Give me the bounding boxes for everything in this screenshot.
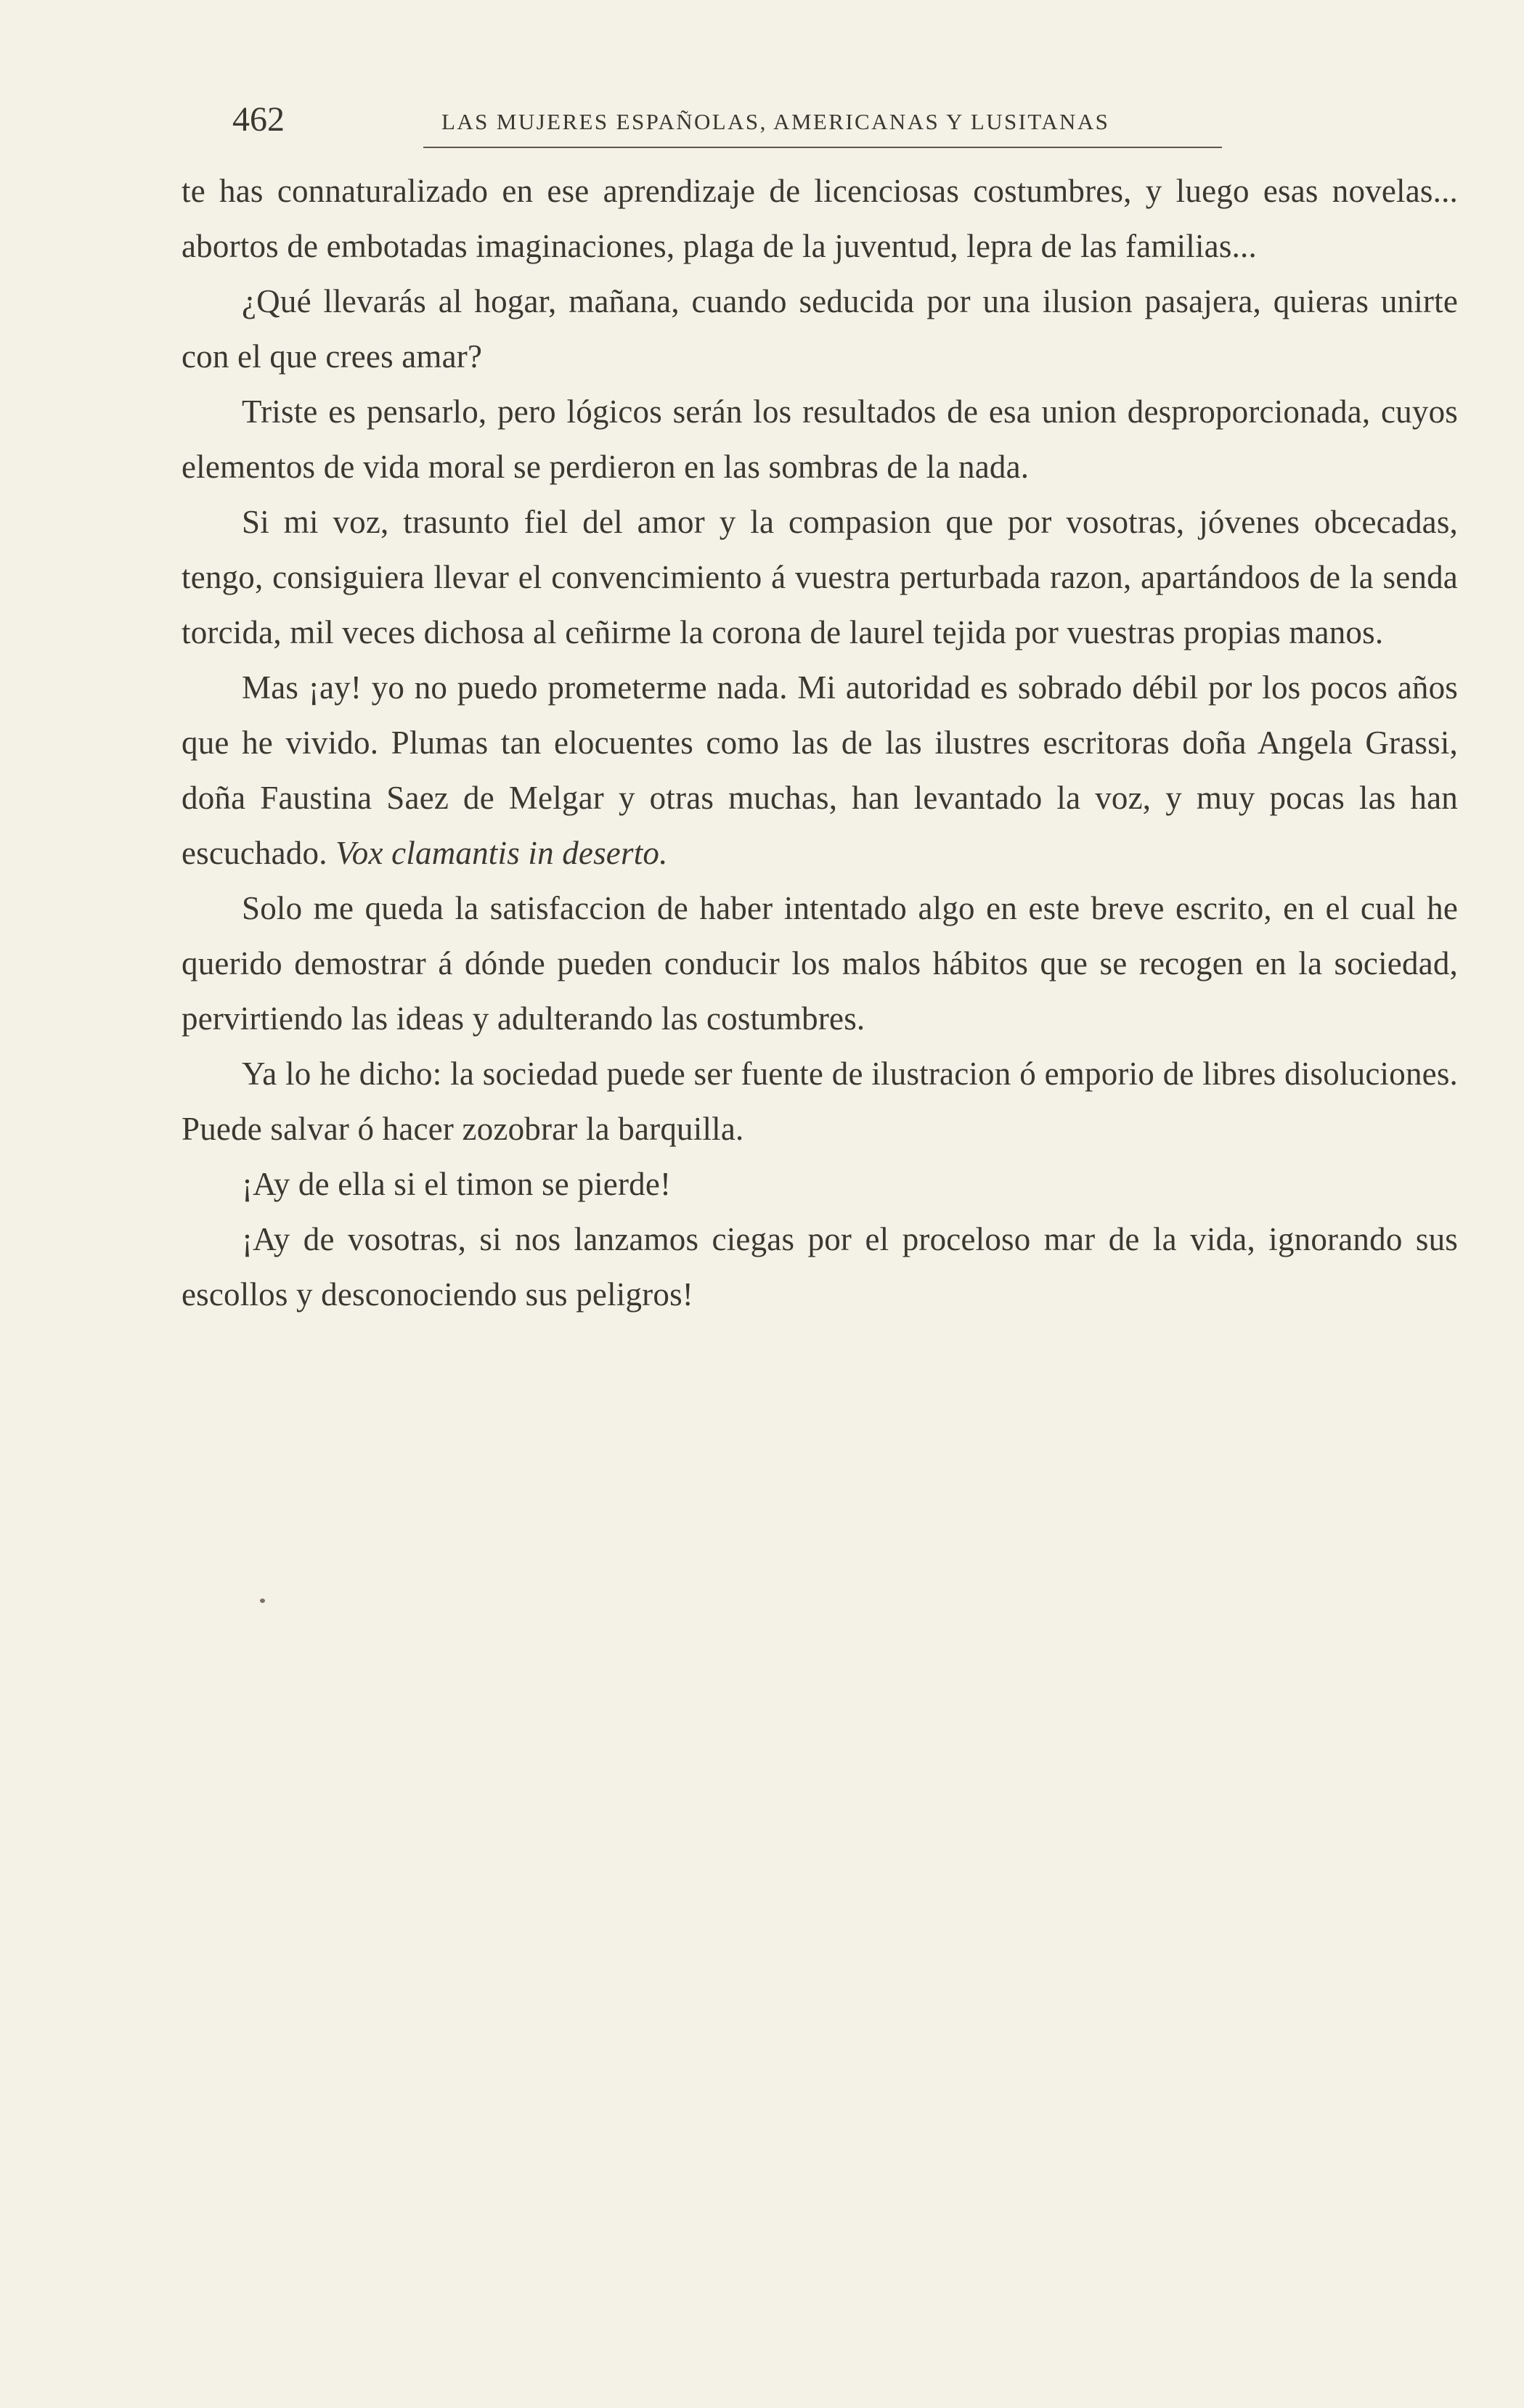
paragraph (182, 660, 1458, 881)
paragraph-text: Mas ¡ay! yo no puedo prometerme nada. Mi autoridad es sobrado débil por los pocos años que he vivido. Plumas tan elocuentes como las de las ilustres escritoras doña Angela Grassi, doña Faustina Saez de Melgar y otras muchas, han levantado la voz, y muy pocas las han escuchado. (182, 669, 1458, 871)
ink-speck (260, 1599, 265, 1603)
paragraph: Ya lo he dicho: la sociedad puede ser fuente de ilustracion ó emporio de libres disoluciones. Puede salvar ó hacer zozobrar la barquilla. (182, 1056, 1458, 1147)
paragraph: Si mi voz, trasunto fiel del amor y la compasion que por vosotras, jóvenes obcecadas, tengo, consiguiera llevar el convencimiento á vuestra perturbada razon, apartándoos de la senda torcida, mil veces dichosa al ceñirme la corona de laurel tejida por vuestras propias manos. (182, 504, 1458, 650)
page-header (232, 94, 1220, 145)
latin-quote: Vox clamantis in deserto. (335, 835, 668, 871)
paragraph: ¡Ay de ella si el timon se pierde! (242, 1166, 672, 1202)
paragraph: Solo me queda la satisfaccion de haber intentado algo en este breve escrito, en el cual he querido demostrar á dónde pueden conducir los malos hábitos que se recogen en la sociedad, pervirtiendo las ideas y adulterando las costumbres. (182, 890, 1458, 1037)
header-rule (423, 147, 1222, 148)
page-number: 462 (232, 100, 285, 139)
paragraph: te has connaturalizado en ese aprendizaje de licenciosas costumbres, y luego esas novelas... abortos de embotadas imaginaciones, plaga de la juventud, lepra de las familias... (182, 173, 1458, 264)
body-text (182, 163, 1458, 1322)
running-title: LAS MUJERES ESPAÑOLAS, AMERICANAS Y LUSITANAS (441, 109, 1110, 134)
paragraph: ¿Qué llevarás al hogar, mañana, cuando seducida por una ilusion pasajera, quieras unirte con el que crees amar? (182, 283, 1458, 375)
paragraph: ¡Ay de vosotras, si nos lanzamos ciegas por el proceloso mar de la vida, ignorando sus escollos y desconociendo sus peligros! (182, 1221, 1458, 1313)
paragraph: Triste es pensarlo, pero lógicos serán los resultados de esa union desproporcionada, cuyos elementos de vida moral se perdieron en las sombras de la nada. (182, 393, 1458, 485)
